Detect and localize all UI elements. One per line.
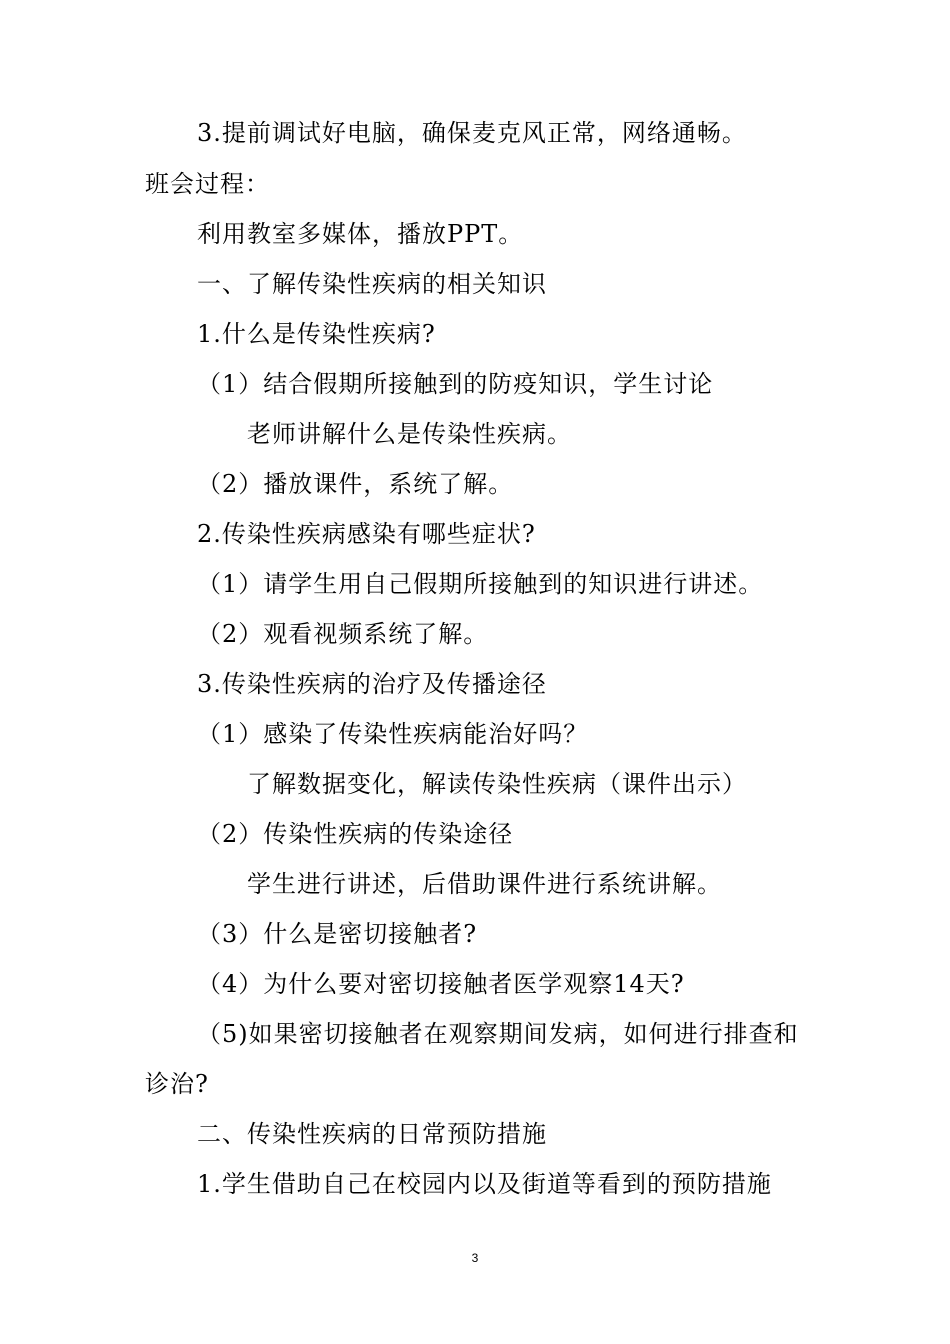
page-number: 3 (471, 1251, 479, 1265)
text-line: 3.提前调试好电脑，确保麦克风正常，网络通畅。 (197, 119, 747, 147)
text-line: （2）观看视频系统了解。 (197, 620, 489, 648)
text-line: 了解数据变化，解读传染性疾病（课件出示） (247, 770, 747, 798)
section-heading: 二、传染性疾病的日常预防措施 (197, 1120, 547, 1148)
text-line: 1.什么是传染性疾病? (197, 320, 436, 348)
section-heading: 一、了解传染性疾病的相关知识 (197, 270, 547, 298)
text-line: （1）结合假期所接触到的防疫知识，学生讨论 (197, 370, 714, 398)
text-line: 利用教室多媒体，播放PPT。 (197, 220, 524, 248)
text-line: 1.学生借助自己在校园内以及街道等看到的预防措施 (197, 1170, 772, 1198)
text-line: 学生进行讲述，后借助课件进行系统讲解。 (247, 870, 722, 898)
text-line: 老师讲解什么是传染性疾病。 (247, 420, 572, 448)
text-line: （2）传染性疾病的传染途径 (197, 820, 514, 848)
text-line: （5)如果密切接触者在观察期间发病，如何进行排查和 (197, 1020, 799, 1048)
text-line: （1）感染了传染性疾病能治好吗？ (197, 720, 589, 748)
text-line: （1）请学生用自己假期所接触到的知识进行讲述。 (197, 570, 764, 598)
text-line: 3.传染性疾病的治疗及传播途径 (197, 670, 547, 698)
text-line: 班会过程： (145, 170, 270, 198)
text-line: 2.传染性疾病感染有哪些症状? (197, 520, 536, 548)
text-line: （3）什么是密切接触者? (197, 920, 478, 948)
text-line: （4）为什么要对密切接触者医学观察14天? (197, 970, 685, 998)
text-line: （2）播放课件，系统了解。 (197, 470, 514, 498)
text-line: 诊治? (145, 1070, 209, 1098)
